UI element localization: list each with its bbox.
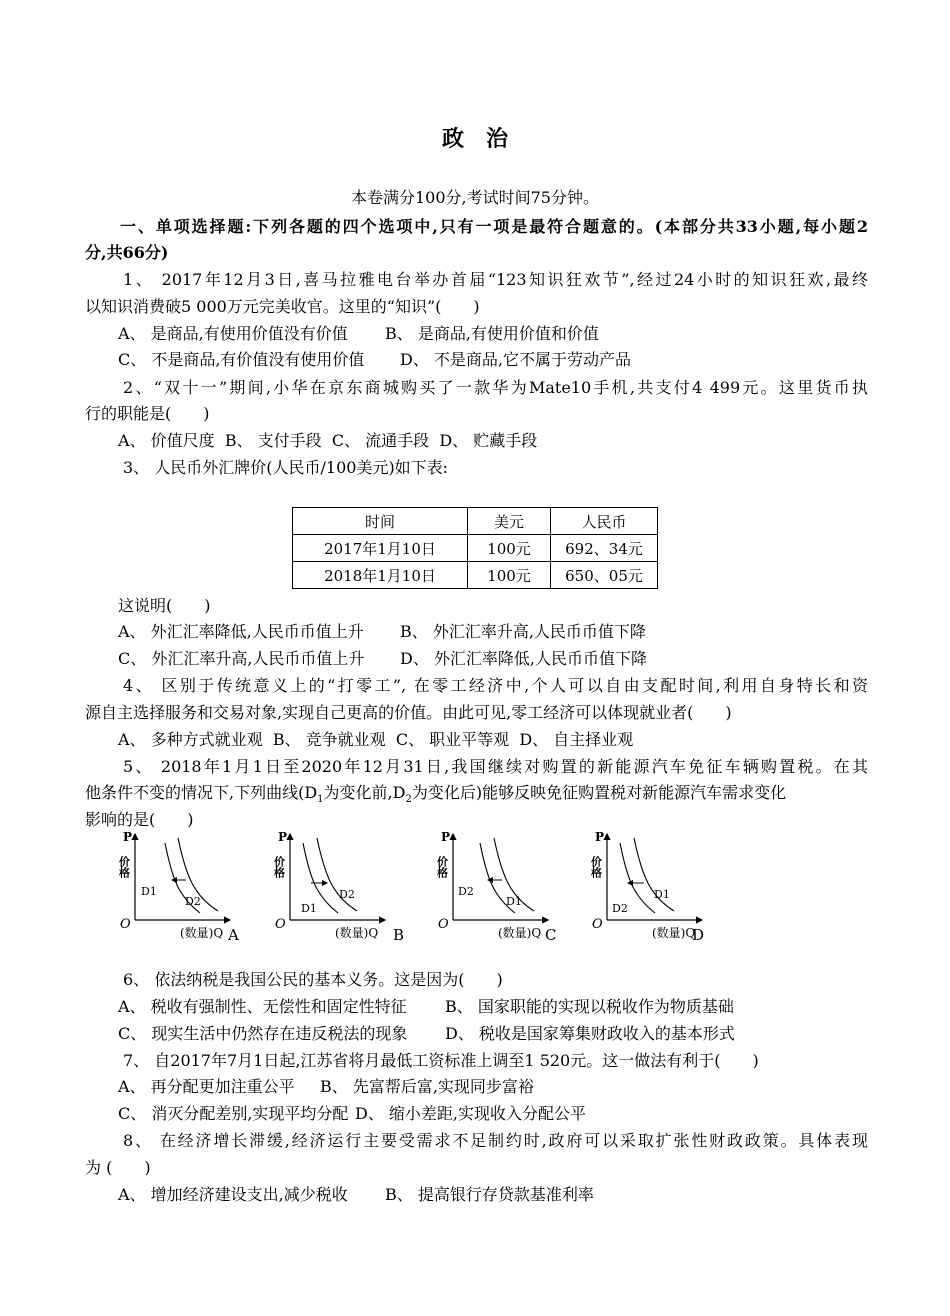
q1-option-a: A、 是商品,有使用价值没有价值 [118, 324, 348, 343]
table-header: 时间 [293, 508, 468, 535]
q8-option-a: A、 增加经济建设支出,减少税收 [118, 1185, 348, 1204]
graph-c-d1-label: D1 [506, 895, 522, 908]
graph-d-origin: O [592, 917, 603, 932]
table-cell: 100元 [468, 562, 551, 589]
graph-d-d1-label: D1 [654, 888, 670, 901]
q5-stem-line1: 5、 2018年1月1日至2020年12月31日,我国继续对购置的新能源汽车免征车辆购置税。在其 [123, 757, 868, 776]
q8-option-b: B、 提高银行存贷款基准利率 [385, 1185, 594, 1204]
section-heading-line1: 一、单项选择题:下列各题的四个选项中,只有一项是最符合题意的。(本部分共33小题,每小题2 [120, 217, 868, 236]
q5-stem-line3: 影响的是( ) [85, 810, 194, 829]
q1-option-b: B、 是商品,有使用价值和价值 [385, 324, 599, 343]
q7-option-d: D、 缩小差距,实现收入分配公平 [355, 1104, 587, 1123]
q5-stem-line2: 他条件不变的情况下,下列曲线($D_1$为变化前$,D_2$为变化后)能够反映免征购置税对新能源汽车需求变化 [85, 783, 787, 806]
graph-a-option-label: A [228, 926, 239, 944]
demand-curve-graphs [110, 828, 730, 948]
q1-stem-line1: 1、 2017年12月3日,喜马拉雅电台举办首届“123知识狂欢节”,经过24小时的知识狂欢,最终 [123, 270, 868, 289]
table-header-row [293, 508, 658, 535]
q7-option-a: A、 再分配更加注重公平 [118, 1077, 295, 1096]
graph-b-d1-label: D1 [301, 902, 317, 915]
q7-stem: 7、 自2017年7月1日起,江苏省将月最低工资标准上调至1 520元。这一做法有利于( ) [123, 1051, 759, 1070]
q8-stem-line1: 8、 在经济增长滞缓,经济运行主要受需求不足制约时,政府可以采取扩张性财政政策。具体表现 [123, 1131, 868, 1150]
graph-a-origin: O [120, 917, 131, 932]
table-cell: 2018年1月10日 [293, 562, 468, 589]
graph-b-option-label: B [393, 926, 405, 944]
graph-d-option-label: D [692, 926, 705, 944]
q1-option-d: D、 不是商品,它不属于劳动产品 [400, 350, 632, 369]
graph-b-price-label: 价格 [272, 856, 286, 878]
q3-option-c: C、 外汇汇率升高,人民币币值上升 [118, 649, 365, 668]
q2-stem-line1: 2、“双十一”期间,小华在京东商城购买了一款华为Mate10手机,共支付4 499元。这里货币执 [123, 378, 868, 397]
q6-option-b: B、 国家职能的实现以税收作为物质基础 [445, 997, 734, 1016]
exam-info: 本卷满分100分,考试时间75分钟。 [351, 188, 599, 207]
q3-stem-line1: 3、 人民币外汇牌价(人民币/100美元)如下表: [123, 458, 449, 477]
graph-a-qty-label: (数量)Q [180, 926, 224, 940]
q7-option-c: C、 消灭分配差别,实现平均分配 [118, 1104, 349, 1123]
table-cell: 100元 [468, 535, 551, 562]
q2-options: A、 价值尺度 B、 支付手段 C、 流通手段 D、 贮藏手段 [118, 431, 538, 450]
table-header: 美元 [468, 508, 551, 535]
q1-stem-line2: 以知识消费破5 000万元完美收官。这里的“知识”( ) [85, 297, 480, 316]
q3-option-a: A、 外汇汇率降低,人民币币值上升 [118, 622, 364, 641]
graph-b-p-label: P [278, 830, 288, 844]
q3-stem-line2: 这说明( ) [118, 596, 211, 615]
table-cell: 692、34元 [551, 535, 658, 562]
graph-b-qty-label: (数量)Q [335, 926, 379, 940]
q2-stem-line2: 行的职能是( ) [85, 404, 210, 423]
q6-option-a: A、 税收有强制性、无偿性和固定性特征 [118, 997, 407, 1016]
q6-option-c: C、 现实生活中仍然存在违反税法的现象 [118, 1024, 408, 1043]
graph-c-d2-label: D2 [458, 885, 474, 898]
q7-option-b: B、 先富帮后富,实现同步富裕 [320, 1077, 534, 1096]
table-cell: 2017年1月10日 [293, 535, 468, 562]
graph-c-price-label: 价格 [435, 856, 449, 878]
page-title: 政治 [441, 126, 530, 152]
q6-stem: 6、 依法纳税是我国公民的基本义务。这是因为( ) [123, 970, 503, 989]
graph-c-p-label: P [441, 830, 451, 844]
table-row [293, 562, 658, 589]
graph-c-qty-label: (数量)Q [498, 926, 542, 940]
graph-a [118, 830, 240, 944]
exchange-rate-table [292, 507, 658, 589]
table-row [293, 535, 658, 562]
graph-c [436, 830, 557, 944]
graph-d-qty-label: (数量)Q [652, 926, 696, 940]
graph-d-p-label: P [595, 830, 605, 844]
graph-d-price-label: 价格 [589, 856, 603, 878]
graph-d-d2-label: D2 [612, 902, 628, 915]
graph-a-d1-label: D1 [141, 885, 157, 898]
graph-c-option-label: C [545, 926, 557, 944]
table-header: 人民币 [551, 508, 658, 535]
graph-b-origin: O [275, 917, 286, 932]
q6-option-d: D、 税收是国家筹集财政收入的基本形式 [445, 1024, 735, 1043]
graph-a-price-label: 价格 [117, 856, 131, 878]
q1-option-c: C、 不是商品,有价值没有使用价值 [118, 350, 365, 369]
q4-stem-line2: 源自主选择服务和交易对象,实现自己更高的价值。由此可见,零工经济可以体现就业者( ) [85, 703, 732, 722]
table-cell: 650、05元 [551, 562, 658, 589]
section-heading-line2: 分,共66分) [85, 243, 169, 262]
q8-stem-line2: 为 ( ) [85, 1158, 151, 1177]
graph-b-d2-label: D2 [339, 888, 355, 901]
graph-d [590, 830, 705, 944]
graph-b [273, 830, 405, 944]
q3-option-b: B、 外汇汇率升高,人民币币值下降 [400, 622, 646, 641]
graph-a-p-label: P [123, 830, 133, 844]
graph-c-origin: O [438, 917, 449, 932]
q3-option-d: D、 外汇汇率降低,人民币币值下降 [400, 649, 648, 668]
q4-options: A、 多种方式就业观 B、 竞争就业观 C、 职业平等观 D、 自主择业观 [118, 730, 634, 749]
graph-a-d2-label: D2 [185, 895, 201, 908]
q4-stem-line1: 4、 区别于传统意义上的“打零工”, 在零工经济中,个人可以自由支配时间,利用自身特长和资 [123, 676, 868, 695]
